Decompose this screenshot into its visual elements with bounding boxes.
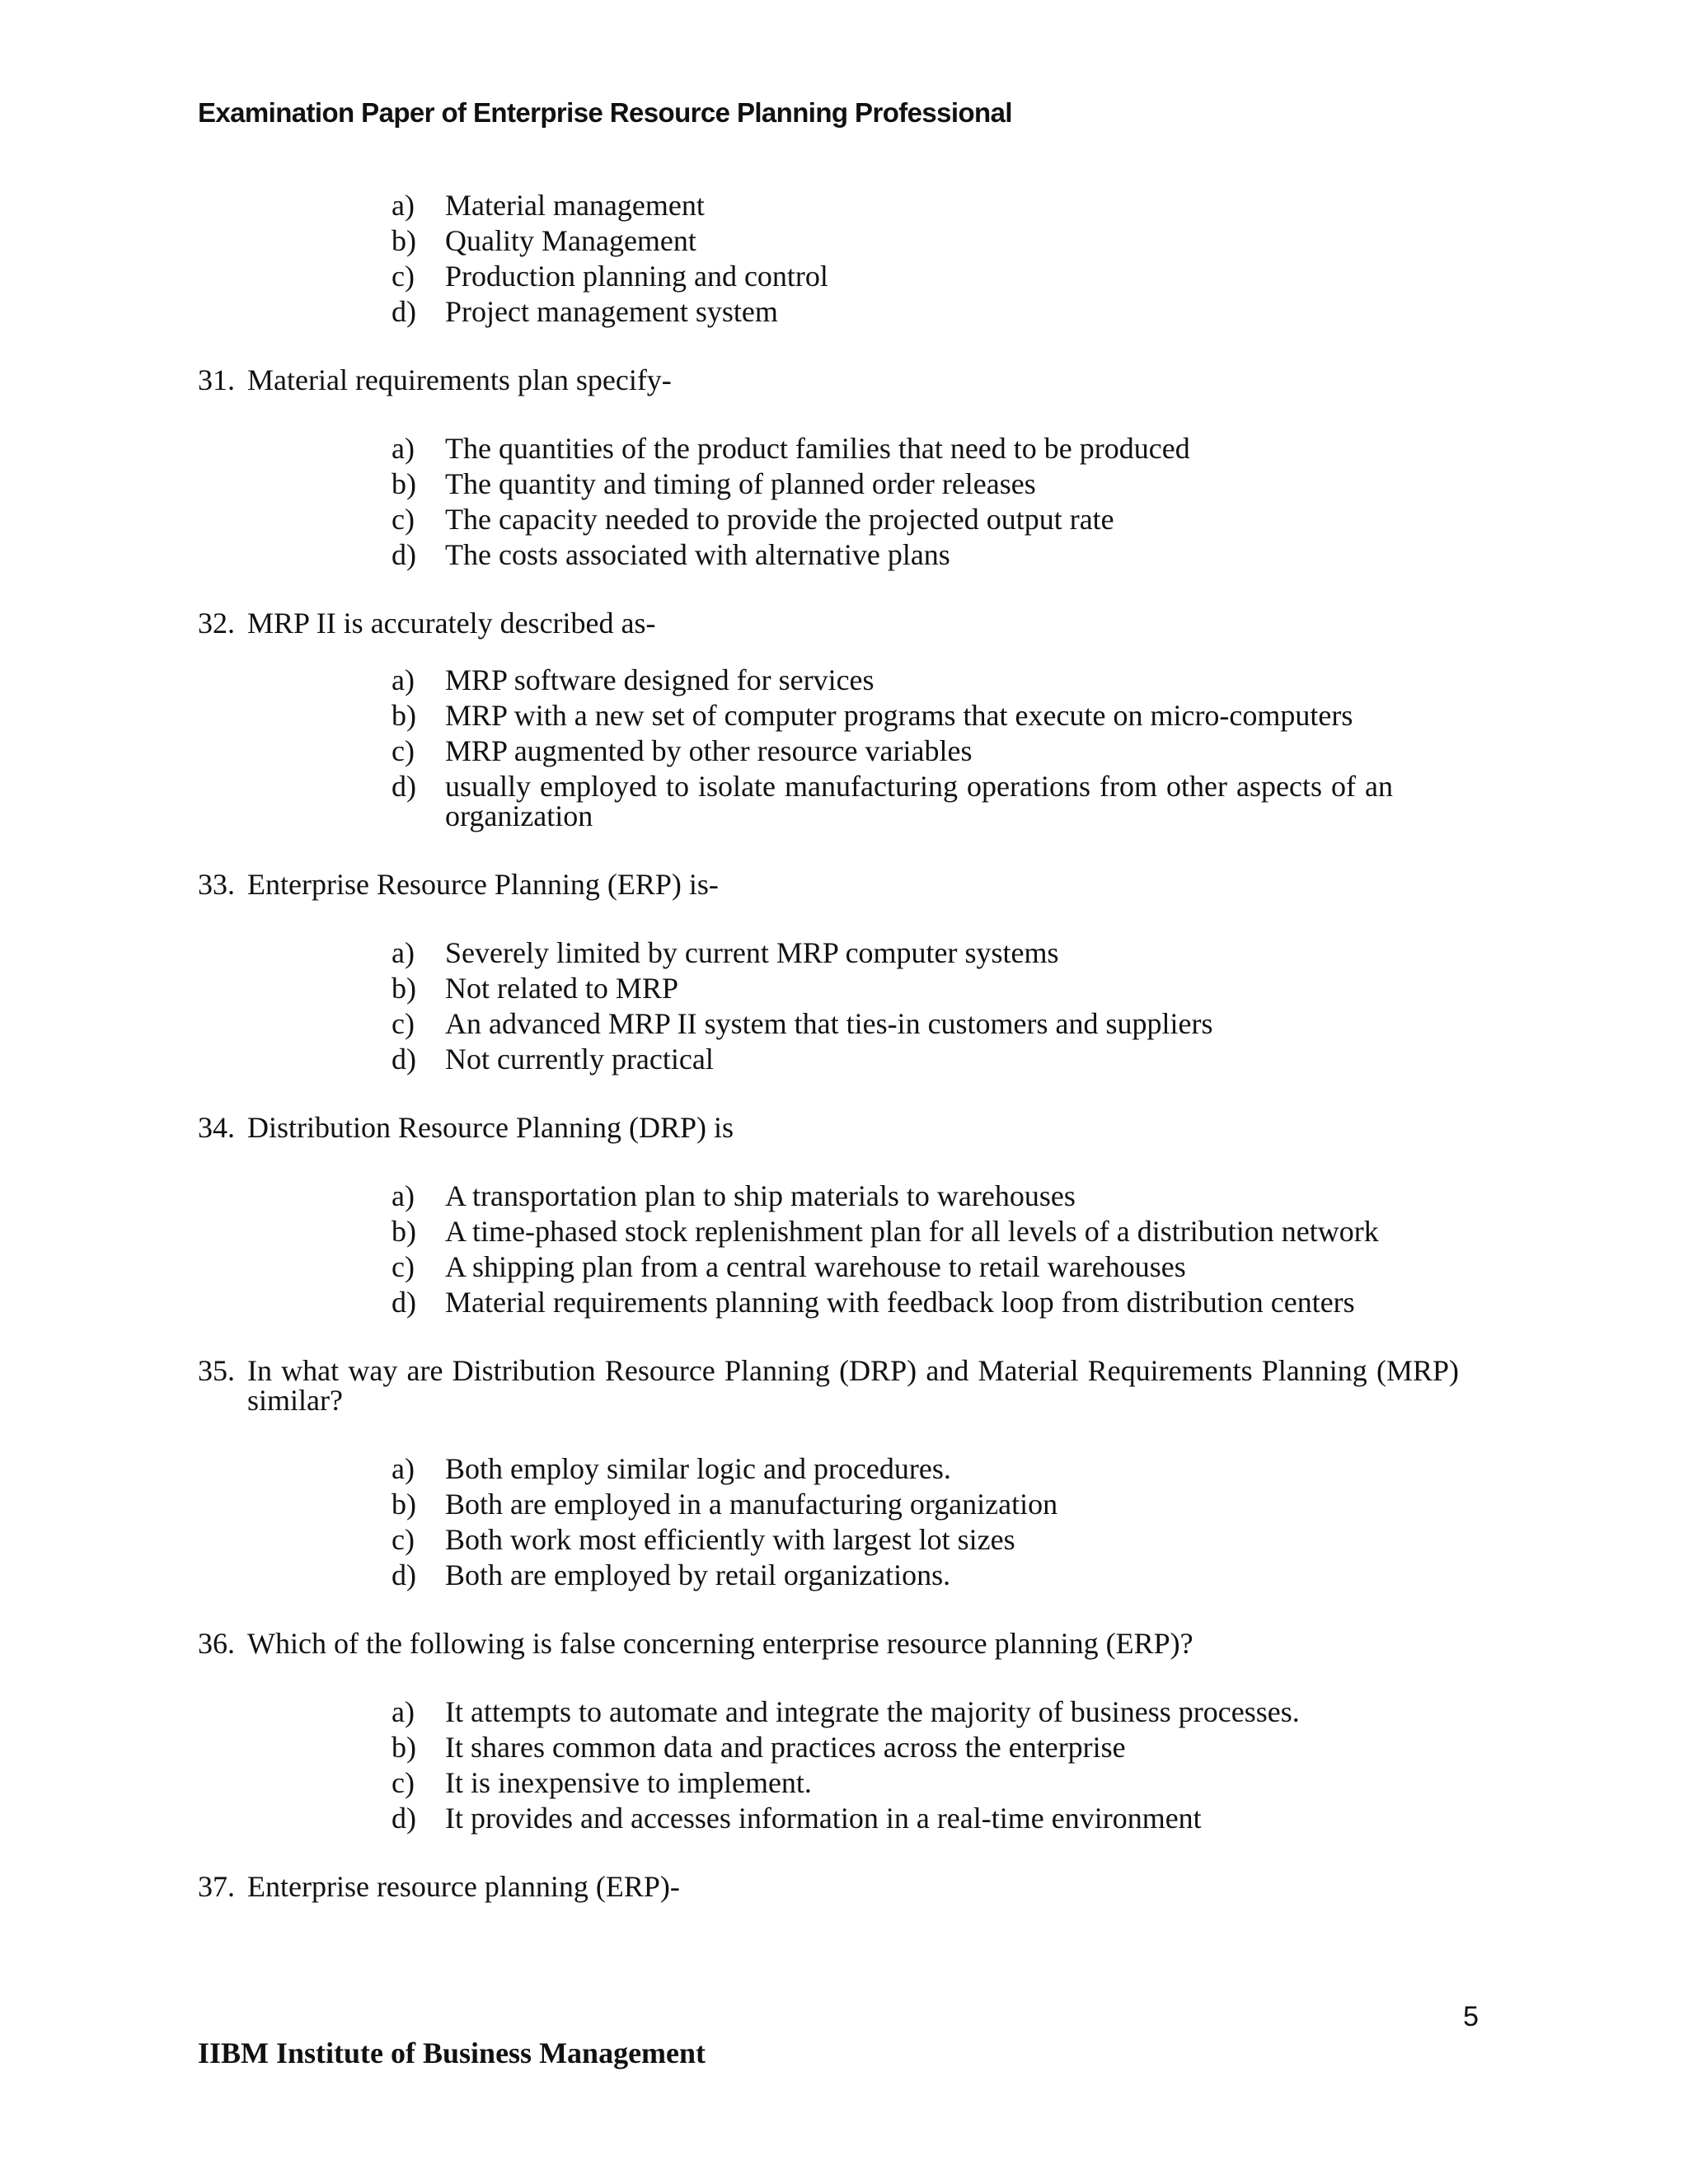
option-text: A shipping plan from a central warehouse to retail warehouses xyxy=(445,1250,1186,1283)
option xyxy=(392,223,1459,259)
option-text: Production planning and control xyxy=(445,260,828,293)
question-33-options xyxy=(392,935,1459,1077)
question-31 xyxy=(198,363,1459,398)
option xyxy=(392,1765,1459,1801)
question-34-options xyxy=(392,1179,1459,1320)
page-number: 5 xyxy=(1463,2001,1479,2032)
option-letter: c) xyxy=(392,1766,415,1799)
question-number: 36. xyxy=(198,1627,235,1660)
option-letter: b) xyxy=(392,467,416,500)
option-letter: a) xyxy=(392,1695,415,1728)
question-number: 33. xyxy=(198,868,235,901)
option xyxy=(392,1214,1459,1249)
option-text: The quantities of the product families that need to be produced xyxy=(445,432,1190,465)
option-text: Quality Management xyxy=(445,224,696,257)
option xyxy=(392,769,1459,834)
option-text: It attempts to automate and integrate the majority of business processes. xyxy=(445,1695,1300,1728)
option-letter: c) xyxy=(392,1007,415,1040)
option xyxy=(392,1285,1459,1320)
option-text: Both employ similar logic and procedures. xyxy=(445,1452,951,1485)
continued-options xyxy=(392,188,1459,330)
option xyxy=(392,1558,1459,1593)
option-letter: a) xyxy=(392,189,415,222)
question-text: MRP II is accurately described as- xyxy=(247,607,656,640)
option xyxy=(392,698,1459,733)
option xyxy=(392,431,1459,466)
question-36 xyxy=(198,1626,1459,1661)
option-text: MRP with a new set of computer programs that execute on micro-computers xyxy=(445,699,1353,732)
question-text: In what way are Distribution Resource Planning (DRP) and Material Requirements Planning (MRP) similar? xyxy=(247,1354,1459,1417)
page-header-title: Examination Paper of Enterprise Resource Planning Professional xyxy=(198,97,1012,128)
option-letter: a) xyxy=(392,1179,415,1212)
option-letter: a) xyxy=(392,432,415,465)
question-37 xyxy=(198,1869,1459,1905)
option xyxy=(392,1487,1459,1522)
option-letter: d) xyxy=(392,1802,416,1835)
option-letter: c) xyxy=(392,1523,415,1556)
option-letter: a) xyxy=(392,936,415,969)
question-number: 34. xyxy=(198,1111,235,1144)
option-letter: b) xyxy=(392,224,416,257)
option xyxy=(392,294,1459,330)
question-text: Enterprise resource planning (ERP)- xyxy=(247,1870,680,1903)
option-text: The quantity and timing of planned order releases xyxy=(445,467,1036,500)
option-text: Not related to MRP xyxy=(445,972,678,1005)
exam-content xyxy=(198,188,1459,1905)
option-letter: d) xyxy=(392,770,416,803)
question-text: Distribution Resource Planning (DRP) is xyxy=(247,1111,734,1144)
question-32-options xyxy=(392,663,1459,834)
option-text: Material requirements planning with feedback loop from distribution centers xyxy=(445,1286,1355,1319)
question-35 xyxy=(198,1353,1459,1418)
option-text: Material management xyxy=(445,189,705,222)
option-text: Not currently practical xyxy=(445,1043,714,1076)
option-letter: b) xyxy=(392,972,416,1005)
option-letter: d) xyxy=(392,295,416,328)
option-text: Severely limited by current MRP computer systems xyxy=(445,936,1059,969)
option-letter: b) xyxy=(392,1488,416,1521)
option-letter: d) xyxy=(392,1558,416,1591)
question-text: Enterprise Resource Planning (ERP) is- xyxy=(247,868,719,901)
option xyxy=(392,259,1459,294)
option xyxy=(392,1042,1459,1077)
question-35-options xyxy=(392,1451,1459,1593)
option-text: It is inexpensive to implement. xyxy=(445,1766,812,1799)
option-letter: d) xyxy=(392,1043,416,1076)
option xyxy=(392,502,1459,537)
option-text: It provides and accesses information in a real-time environment xyxy=(445,1802,1202,1835)
question-number: 32. xyxy=(198,607,235,640)
option xyxy=(392,1249,1459,1285)
option xyxy=(392,663,1459,698)
option xyxy=(392,537,1459,573)
question-33 xyxy=(198,867,1459,902)
option-letter: d) xyxy=(392,538,416,571)
option-text: The costs associated with alternative plans xyxy=(445,538,950,571)
option-text: It shares common data and practices across the enterprise xyxy=(445,1731,1126,1764)
question-text: Which of the following is false concerning enterprise resource planning (ERP)? xyxy=(247,1627,1193,1660)
question-number: 37. xyxy=(198,1870,235,1903)
option-text: MRP software designed for services xyxy=(445,663,874,696)
option xyxy=(392,935,1459,971)
question-number: 31. xyxy=(198,363,235,396)
option-letter: b) xyxy=(392,1731,416,1764)
option-text: Both work most efficiently with largest lot sizes xyxy=(445,1523,1015,1556)
question-36-options xyxy=(392,1694,1459,1836)
question-34 xyxy=(198,1110,1459,1146)
option xyxy=(392,1006,1459,1042)
option xyxy=(392,1179,1459,1214)
option-text: Both are employed in a manufacturing organization xyxy=(445,1488,1058,1521)
option-letter: c) xyxy=(392,260,415,293)
option-text: Project management system xyxy=(445,295,778,328)
option-text: A transportation plan to ship materials to warehouses xyxy=(445,1179,1076,1212)
option xyxy=(392,466,1459,502)
option-text: The capacity needed to provide the projected output rate xyxy=(445,503,1114,536)
option xyxy=(392,971,1459,1006)
option xyxy=(392,1801,1459,1836)
option-letter: b) xyxy=(392,699,416,732)
option xyxy=(392,1451,1459,1487)
question-number: 35. xyxy=(198,1354,235,1387)
question-text: Material requirements plan specify- xyxy=(247,363,672,396)
option-letter: a) xyxy=(392,1452,415,1485)
option xyxy=(392,733,1459,769)
option xyxy=(392,1730,1459,1765)
footer-institution: IIBM Institute of Business Management xyxy=(198,2036,706,2069)
option xyxy=(392,1522,1459,1558)
option-text: MRP augmented by other resource variables xyxy=(445,734,973,767)
question-32 xyxy=(198,606,1459,641)
option-text: Both are employed by retail organizations. xyxy=(445,1558,951,1591)
option-letter: d) xyxy=(392,1286,416,1319)
option-letter: c) xyxy=(392,734,415,767)
option-letter: a) xyxy=(392,663,415,696)
option-text: usually employed to isolate manufacturing operations from other aspects of an organization xyxy=(445,770,1393,832)
option xyxy=(392,188,1459,223)
option xyxy=(392,1694,1459,1730)
option-text: A time-phased stock replenishment plan for all levels of a distribution network xyxy=(445,1215,1379,1248)
option-letter: b) xyxy=(392,1215,416,1248)
option-letter: c) xyxy=(392,1250,415,1283)
option-letter: c) xyxy=(392,503,415,536)
question-31-options xyxy=(392,431,1459,573)
option-text: An advanced MRP II system that ties-in customers and suppliers xyxy=(445,1007,1213,1040)
